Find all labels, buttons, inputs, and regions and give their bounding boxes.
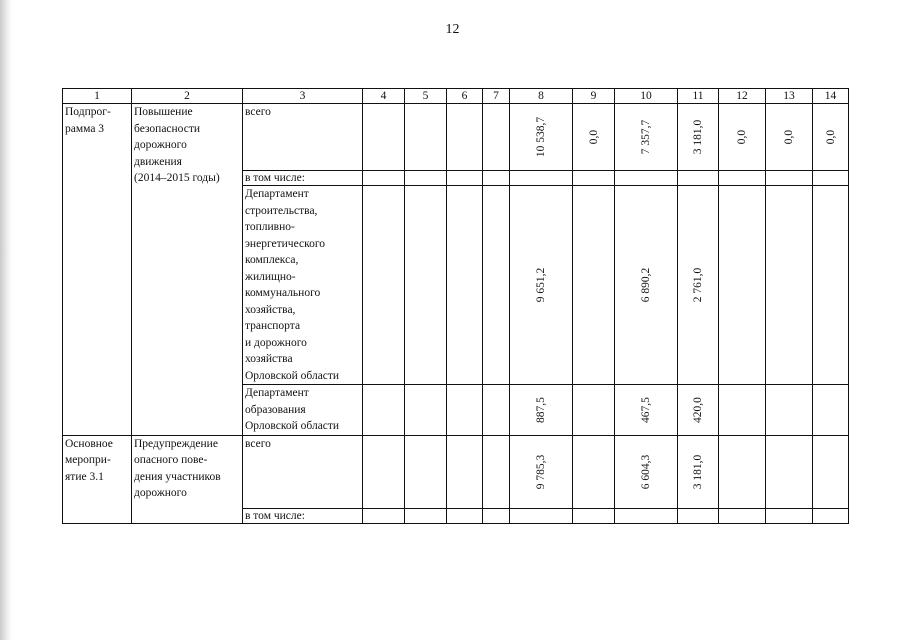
empty-cell: [615, 508, 678, 523]
header-cell: 4: [363, 89, 405, 104]
budget-table: [62, 88, 849, 524]
row-label: в том числе:: [243, 508, 363, 523]
value-cell: 0,0: [766, 104, 813, 171]
header-cell: 14: [813, 89, 849, 104]
empty-cell: [766, 508, 813, 523]
scan-shadow-edge: [0, 0, 12, 640]
empty-cell: [363, 104, 405, 171]
header-cell: 7: [483, 89, 510, 104]
value-cell: 420,0: [678, 385, 719, 436]
empty-cell: [766, 186, 813, 385]
value-cell: 6 604,3: [615, 435, 678, 508]
empty-cell: [363, 435, 405, 508]
subprogram-name: Повышение безопасности дорожного движения (2014–2015 годы): [132, 104, 243, 436]
empty-cell: [678, 508, 719, 523]
row-label: Департамент образования Орловской области: [243, 385, 363, 436]
measure-name: Предупреждение опасного пове- дения участников дорожного: [132, 435, 243, 523]
empty-cell: [405, 385, 447, 436]
empty-cell: [405, 186, 447, 385]
empty-cell: [573, 508, 615, 523]
empty-cell: [719, 508, 766, 523]
empty-cell: [363, 508, 405, 523]
row-label: всего: [243, 104, 363, 171]
empty-cell: [719, 435, 766, 508]
empty-cell: [719, 385, 766, 436]
row-label: в том числе:: [243, 171, 363, 186]
empty-cell: [483, 171, 510, 186]
empty-cell: [447, 385, 483, 436]
value-cell: 887,5: [510, 385, 573, 436]
empty-cell: [447, 435, 483, 508]
subprogram-code: Подпрог- рамма 3: [63, 104, 132, 436]
empty-cell: [813, 385, 849, 436]
empty-cell: [719, 186, 766, 385]
value-cell: 3 181,0: [678, 104, 719, 171]
header-cell: 10: [615, 89, 678, 104]
value-cell: 0,0: [719, 104, 766, 171]
header-cell: 5: [405, 89, 447, 104]
value-cell: 0,0: [573, 104, 615, 171]
empty-cell: [573, 186, 615, 385]
header-cell: 12: [719, 89, 766, 104]
value-cell: 9 785,3: [510, 435, 573, 508]
empty-cell: [363, 385, 405, 436]
empty-cell: [483, 104, 510, 171]
value-cell: 9 651,2: [510, 186, 573, 385]
header-cell: 1: [63, 89, 132, 104]
value-cell: 10 538,7: [510, 104, 573, 171]
value-cell: 0,0: [813, 104, 849, 171]
header-cell: 8: [510, 89, 573, 104]
empty-cell: [447, 186, 483, 385]
empty-cell: [766, 385, 813, 436]
empty-cell: [615, 171, 678, 186]
header-cell: 2: [132, 89, 243, 104]
empty-cell: [405, 435, 447, 508]
empty-cell: [483, 508, 510, 523]
value-cell: 2 761,0: [678, 186, 719, 385]
header-cell: 9: [573, 89, 615, 104]
empty-cell: [573, 385, 615, 436]
empty-cell: [405, 171, 447, 186]
empty-cell: [573, 171, 615, 186]
empty-cell: [813, 186, 849, 385]
page-number: 12: [445, 22, 460, 37]
header-row: [63, 89, 849, 104]
row-label: Департамент строительства, топливно- энергетического комплекса, жилищно- коммунального хозяйства, транспорта и дорожного хозяйства Орловской области: [243, 186, 363, 385]
empty-cell: [813, 435, 849, 508]
header-cell: 13: [766, 89, 813, 104]
empty-cell: [573, 435, 615, 508]
empty-cell: [510, 508, 573, 523]
header-cell: 11: [678, 89, 719, 104]
empty-cell: [483, 435, 510, 508]
header-cell: 3: [243, 89, 363, 104]
empty-cell: [766, 435, 813, 508]
empty-cell: [766, 171, 813, 186]
empty-cell: [363, 186, 405, 385]
row-label: всего: [243, 435, 363, 508]
value-cell: 6 890,2: [615, 186, 678, 385]
value-cell: 3 181,0: [678, 435, 719, 508]
empty-cell: [813, 508, 849, 523]
empty-cell: [447, 171, 483, 186]
value-cell: 467,5: [615, 385, 678, 436]
header-cell: 6: [447, 89, 483, 104]
empty-cell: [483, 186, 510, 385]
empty-cell: [363, 171, 405, 186]
empty-cell: [719, 171, 766, 186]
table-row: [63, 435, 849, 508]
empty-cell: [405, 508, 447, 523]
empty-cell: [678, 171, 719, 186]
empty-cell: [405, 104, 447, 171]
empty-cell: [447, 104, 483, 171]
measure-code: Основное меропри- ятие 3.1: [63, 435, 132, 523]
empty-cell: [510, 171, 573, 186]
empty-cell: [813, 171, 849, 186]
value-cell: 7 357,7: [615, 104, 678, 171]
empty-cell: [447, 508, 483, 523]
empty-cell: [483, 385, 510, 436]
table-row: [63, 104, 849, 171]
